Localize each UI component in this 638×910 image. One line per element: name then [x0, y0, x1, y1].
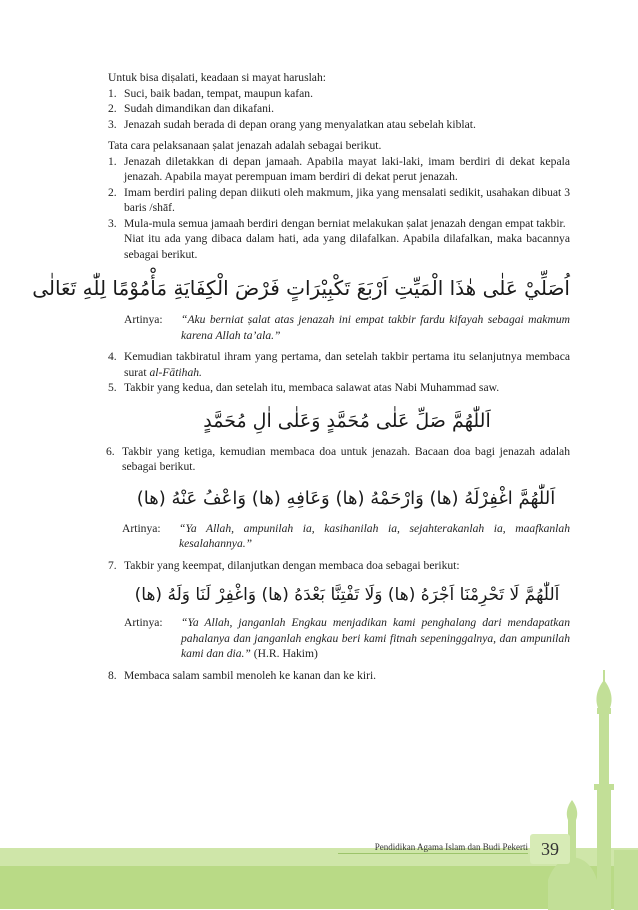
step-1 — [108, 154, 570, 185]
step-text: Takbir yang ketiga, kemudian membaca doa untuk jenazah. Bacaan doa bagi jenazah adalah sebagai berikut. — [122, 444, 570, 473]
step-2 — [108, 185, 570, 216]
step-number: 7. — [108, 558, 117, 572]
step-number: 6. — [106, 444, 115, 458]
conditions-list — [108, 86, 570, 133]
step-text: Takbir yang keempat, dilanjutkan dengan membaca doa sebagai berikut: — [124, 558, 460, 572]
artinya-label: Artinya: — [124, 313, 163, 326]
translation-doa-third — [122, 521, 570, 552]
step-text: Mula-mula semua jamaah berdiri dengan berniat melakukan ṣalat jenazah dengan empat takbir. — [124, 216, 566, 230]
step-number: 2. — [108, 185, 117, 199]
list-item — [108, 101, 570, 117]
step-text: Membaca salam sambil menoleh ke kanan dan ke kiri. — [124, 668, 377, 682]
arabic-salawat: اَللّٰهُمَّ صَلِّ عَلٰى مُحَمَّدٍ وَعَلٰى اٰلِ مُحَمَّدٍ — [203, 409, 491, 432]
step-number: 3. — [108, 216, 117, 230]
step-text: Imam berdiri paling depan diikuti oleh makmum, jika yang mensalati sedikit, usahakan dibuat 3 baris /shāf. — [124, 185, 570, 214]
item-text: Jenazah sudah berada di depan orang yang menyalatkan atau sebelah kiblat. — [124, 117, 476, 131]
step-4 — [108, 349, 570, 380]
translation-text: “Ya Allah, ampunilah ia, kasihanilah ia, sejahterakanlah ia, maafkanlah kesalahannya.” — [179, 521, 570, 550]
translation-text: “Aku berniat ṣalat atas jenazah ini empat takbir fardu kifayah sebagai makmum karena Allah ta’ala.” — [181, 313, 570, 342]
surah-name: al-Fātihah. — [149, 365, 202, 379]
translation-doa-fourth — [124, 615, 570, 662]
step-text: Kemudian takbiratul ihram yang pertama, dan setelah takbir pertama itu selanjutnya membaca surat — [124, 350, 570, 379]
list-item — [108, 117, 570, 133]
footer-band-dark — [0, 866, 638, 909]
step-8 — [108, 668, 570, 684]
item-number: 3. — [108, 117, 117, 131]
item-number: 2. — [108, 102, 117, 115]
mosque-minaret-icon — [548, 650, 638, 910]
item-number: 1. — [108, 86, 117, 100]
step-number: 5. — [108, 381, 117, 394]
step-number: 4. — [108, 350, 117, 363]
step-number: 1. — [108, 154, 117, 168]
procedure-steps — [32, 154, 570, 684]
translation-niat — [124, 312, 570, 343]
arabic-doa-third: اَللّٰهُمَّ اغْفِرْلَهُ (ها) وَارْحَمْهُ (ها) وَعَافِهِ (ها) وَاعْفُ عَنْهُ (ها) — [136, 487, 556, 509]
page-number: 39 — [530, 834, 570, 864]
step-text: Jenazah diletakkan di depan jamaah. Apabila mayat laki-laki, imam berdiri di dekat kepala jenazah. Apabila mayat perempuan imam berdiri di dekat perut jenazah. — [124, 154, 570, 183]
step-3 — [32, 216, 570, 344]
conditions-intro: Untuk bisa diṣalati, keadaan si mayat haruslah: — [108, 71, 326, 84]
hadith-source: (H.R. Hakim) — [253, 647, 318, 660]
list-item — [108, 86, 570, 102]
procedure-intro: Tata cara pelaksanaan ṣalat jenazah adalah sebagai berikut. — [108, 139, 382, 152]
artinya-label: Artinya: — [124, 616, 163, 629]
page-content — [32, 70, 570, 683]
arabic-niat: اُصَلِّيْ عَلٰى هٰذَا الْمَيِّتِ اَرْبَعَ تَكْبِيْرَاتٍ فَرْضَ الْكِفَايَةِ مَأْمُوْمًا لِلّٰهِ تَعَالٰى — [32, 276, 570, 300]
item-text: Sudah dimandikan dan dikafani. — [124, 102, 275, 115]
artinya-label: Artinya: — [122, 521, 161, 535]
step-5 — [108, 380, 570, 440]
step-number: 8. — [108, 668, 117, 682]
step-text: Takbir yang kedua, dan setelah itu, membaca salawat atas Nabi Muhammad saw. — [124, 381, 500, 394]
step-7 — [108, 558, 570, 662]
translation-text: “Ya Allah, janganlah Engkau menjadikan kami penghalang dari mendapatkan pahalanya dan janganlah engkau beri kami fitnah sepeninggalnya, dan ampunilah kami dan dia.” — [181, 616, 570, 660]
footer-divider — [338, 853, 528, 854]
step-6 — [106, 444, 570, 552]
footer-book-title: Pendidikan Agama Islam dan Budi Pekerti — [374, 842, 528, 852]
item-text: Suci, baik badan, tempat, maupun kafan. — [124, 86, 313, 100]
step-text-continued: Niat itu ada yang dibaca dalam hati, ada yang dilafalkan. Apabila dilafalkan, maka bacannya sebagai berikut. — [124, 232, 570, 261]
arabic-doa-fourth: اَللّٰهُمَّ لَا تَحْرِمْنَا اَجْرَهُ (ها) وَلَا تَفْتِنَّا بَعْدَهُ (ها) وَاغْفِرْ لَنَا وَلَهُ (ها) — [134, 585, 560, 605]
